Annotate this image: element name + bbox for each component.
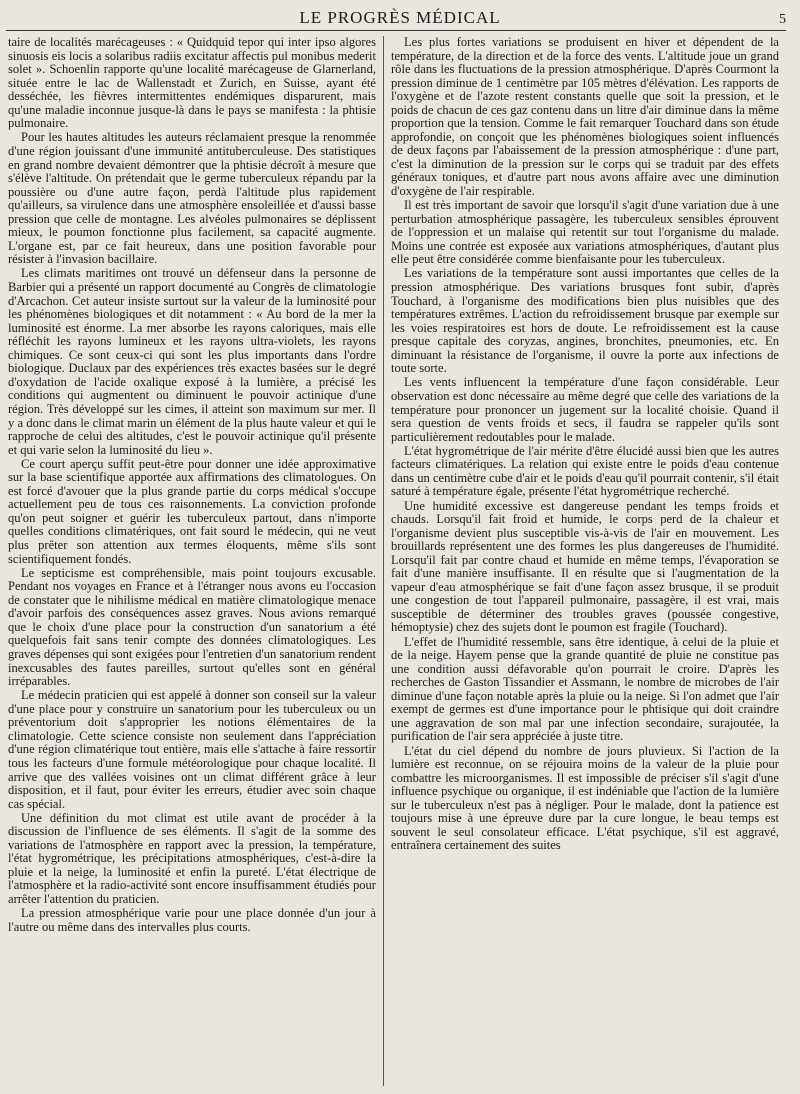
paragraph: Les plus fortes variations se produisent en hiver et dépendent de la température, de la direction et de la force des vents. L'altitude joue un grand rôle dans les fluctuations de la pression atmosphérique. D'après Courmont la pression diminue de 1 centimètre par 105 mètres d'élévation. Les rapports de l'oxygène et de l'azote restent constants quelle que soit la pression, et le poids de chacun de ces gaz contenu dans un litre d'air diminue dans la même proportion que la tension. Comme le fait remarquer Touchard dans son étude approfondie, on conçoit que les phénomènes biologiques soient influencés de deux façons par l'abaissement de la pression atmosphérique : d'une part, c'est la diminution de la pression sur le corps qui se traduit par des effets généraux toniques, et d'autre part nous avons affaire avec une diminution d'oxygène de l'air respirable. [391,36,779,199]
page-number: 5 [779,12,786,27]
paragraph: La pression atmosphérique varie pour une place donnée d'un jour à l'autre ou même dans des intervalles plus courts. [8,906,376,934]
paragraph: taire de localités marécageuses : « Quidquid tepor qui inter ipso algores sinuosis eis locis a solaribus radiis excitatur affectis pul monibus mederit solet ». Schoenlin rapporte qu'une localité marécageuse de Glarnerland, située entre le lac de Wallenstadt et Zurich, en Suisse, ayant été desséchée, les fièvres intermittentes endémiques disparurent, mais qu'une maladie inconnue jusque-là dans le pays se manifesta : la phtisie pulmonaire. [8,36,376,131]
header-rule [6,30,786,31]
paragraph: Pour les hautes altitudes les auteurs réclamaient presque la renommée d'une région jouissant d'une immunité antituberculeuse. Des statistiques en grand nombre devaient démontrer que la phtisie décroît à mesure que s'élève l'altitude. On prétendait que le germe tuberculeux répandu par la poussière ou d'une autre façon, perdà l'altitude plus rapidement qu'ailleurs, sa virulence dans une atmosphère ensoleillée et d'aussi basse pression que celle de montagne. Les alvéoles pulmonaires se déplissent mieux, le poumon fonctionne plus facilement, sa capacité augmente. L'organe est, par ce fait heureux, dans une position favorable pour résister à l'invasion bacillaire. [8,130,376,267]
paragraph: Les variations de la température sont aussi importantes que celles de la pression atmosphérique. Des variations brusques font subir, d'après Touchard, à l'organisme des modifications bien plus nuisibles que des températures extrêmes. L'action du refroidissement brusque par exemple sur les voies respiratoires est hors de doute. Le refroidissement est la cause presque capitale des coryzas, angines, bronchites, pneumonies, etc. En diminuant la résistance de l'organisme, il ouvre la porte aux infections de toute sorte. [391,266,779,376]
paragraph: L'effet de l'humidité ressemble, sans être identique, à celui de la pluie et de la neige. Hayem pense que la grande quantité de pluie ne constitue pas une condition aussi défavorable qu'on pourrait le croire. D'après les recherches de Gaston Tissandier et Assmann, le nombre de microbes de l'air diminue d'une façon notable après la pluie ou la neige. Si l'on admet que l'air exempt de germes est d'une importance pour le phtisique qui doit craindre une aggravation de son mal par une infection secondaire, surajoutée, la purification de l'air sera appréciée à juste titre. [391,634,779,744]
paragraph: Une définition du mot climat est utile avant de procéder à la discussion de l'influence de ses éléments. Il s'agit de la somme des variations de l'atmosphère en rapport avec la pression, la température, l'état hygrométrique, les précipitations atmosphériques, c'est-à-dire la pluie et la neige, la luminosité et enfin la pureté. L'état électrique de l'atmosphère et la radio-activité sont encore insuffisamment étudiés pour arrêter l'attention du praticien. [8,810,376,907]
paragraph: Les climats maritimes ont trouvé un défenseur dans la personne de Barbier qui a présenté un rapport documenté au Congrès de climatologie d'Arcachon. Cet auteur insiste surtout sur la valeur de la luminosité pour les phénomènes biologiques et dit notamment : « Au bord de la mer la luminosité est énorme. La mer absorbe les rayons caloriques, mais elle réfléchit les rayons lumineux et les rayons ultra-violets, les rayons chimiques. Ce sont ceux-ci qui sont les plus importants dans l'ordre biologique. Duclaux par des expériences très exactes basées sur le degré d'oxydation de l'acide oxalique exposé à la lumière, a précisé les conditions qui augmentent ou diminuent le pouvoir actinique d'une région. Très développé sur les cimes, il atteint son maximum sur mer. Il y a donc dans le climat marin un élément de la plus haute valeur et qui le rapproche de celui des altitudes, c'est le pouvoir actinique qu'il présente et qui varie selon la luminosité du lieu ». [8,266,376,457]
paragraph: Ce court aperçu suffit peut-être pour donner une idée approximative sur la base scientifique apportée aux affirmations des climatologues. On est forcé d'avouer que la plus grande partie du corps médical s'occupe actuellement peu de tous ces raisonnements. La conviction profonde qu'on peut soigner et guérir les tuberculeux partout, dans n'importe quelles conditions climatériques, ont fait sourd le médecin, qui ne veut plus prêter son attention aux termes éloquents, même s'ils sont scientifiquement fondés. [8,456,376,566]
paragraph: L'état du ciel dépend du nombre de jours pluvieux. Si l'action de la lumière est reconnue, on se réjouira moins de la valeur de la pluie pour combattre les microorganismes. Il est impossible de préciser s'il s'agit d'une influence psychique ou organique, il est indéniable que l'action de la lumière sur le tuberculeux n'est pas à négliger. Pour le malade, dont la patience est toujours mise à une épreuve dure par la cure longue, le beau temps est souvent le seul consolateur efficace. L'état psychique, s'il est aggravé, entraînera certainement des suites [391,743,779,853]
paragraph: Il est très important de savoir que lorsqu'il s'agit d'une variation due à une perturbation atmosphérique passagère, les tuberculeux sensibles éprouvent de l'oppression et un malaise qui retentit sur tout l'organisme du malade. Moins une contrée est exposée aux variations atmosphériques, d'autant plus elle peut être considérée comme bienfaisante pour les tuberculeux. [391,198,779,267]
paragraph: Le septicisme est compréhensible, mais point toujours excusable. Pendant nos voyages en France et à l'étranger nous avons eu l'occasion de constater que le nihilisme médical en matière climatologique menace d'avoir parfois des conséquences assez graves. Nous avions remarqué que le choix d'une place pour la construction d'un sanatorium a été quelquefois fait sans tenir compte des données climatologiques. Les graves dépenses qui sont exigées pour l'entretien d'un sanatorium rendent inexcusables des fautes pareilles, surtout qu'elles sont en général irréparables. [8,565,376,689]
paragraph: Le médecin praticien qui est appelé à donner son conseil sur la valeur d'une place pour y construire un sanatorium pour les tuberculeux ou un préventorium doit s'approprier les notions élémentaires de la climatologie. Cette science consiste non seulement dans l'appréciation d'une région climatérique tout entière, mais elle s'attache à faire ressortir tous les facteurs d'une formule météorologique pour chaque localité. Il arrive que des vallées voisines ont un climat différent grâce à leur disposition, et il faut, pour éviter les erreurs, étudier avec soin chaque cas spécial. [8,688,376,811]
paragraph: Une humidité excessive est dangereuse pendant les temps froids et chauds. Lorsqu'il fait froid et humide, le corps perd de la chaleur et l'organisme devient plus susceptible vis-à-vis de l'air en mouvement. Les brouillards représentent une des formes les plus dangereuses de l'humidité. Lorsqu'il fait par contre chaud et humide en même temps, l'évaporation se fait d'une manière insuffisante. Il en résulte que si l'augmentation de la vapeur d'eau atmosphérique se fait d'une façon assez brusque, il se produit une congestion de tout l'appareil pulmonaire, passagère, il est vrai, mais susceptible de déterminer des troubles graves (poussée congestive, hémoptysie) chez des sujets dont le poumon est fragile (Touchard). [391,498,779,635]
left-column [8,36,376,1090]
paragraph: L'état hygrométrique de l'air mérite d'être élucidé aussi bien que les autres facteurs climatériques. La relation qui existe entre le poids d'eau contenue dans un centimètre cube d'air et le poids d'eau qu'il pourrait contenir, s'il était saturé à température égale, présente l'état hygrométrique recherché. [391,443,779,499]
column-divider [383,36,384,1086]
paragraph: Les vents influencent la température d'une façon considérable. Leur observation est donc nécessaire au même degré que celle des variations de la température pour prononcer un jugement sur la localité choisie. Quand il sera question de vents froids et secs, il faudra se rappeler qu'ils sont particulièrement redoutables pour le malade. [391,375,779,444]
right-column [391,36,779,1090]
journal-title: LE PROGRÈS MÉDICAL [299,8,501,27]
page-header [0,0,800,34]
